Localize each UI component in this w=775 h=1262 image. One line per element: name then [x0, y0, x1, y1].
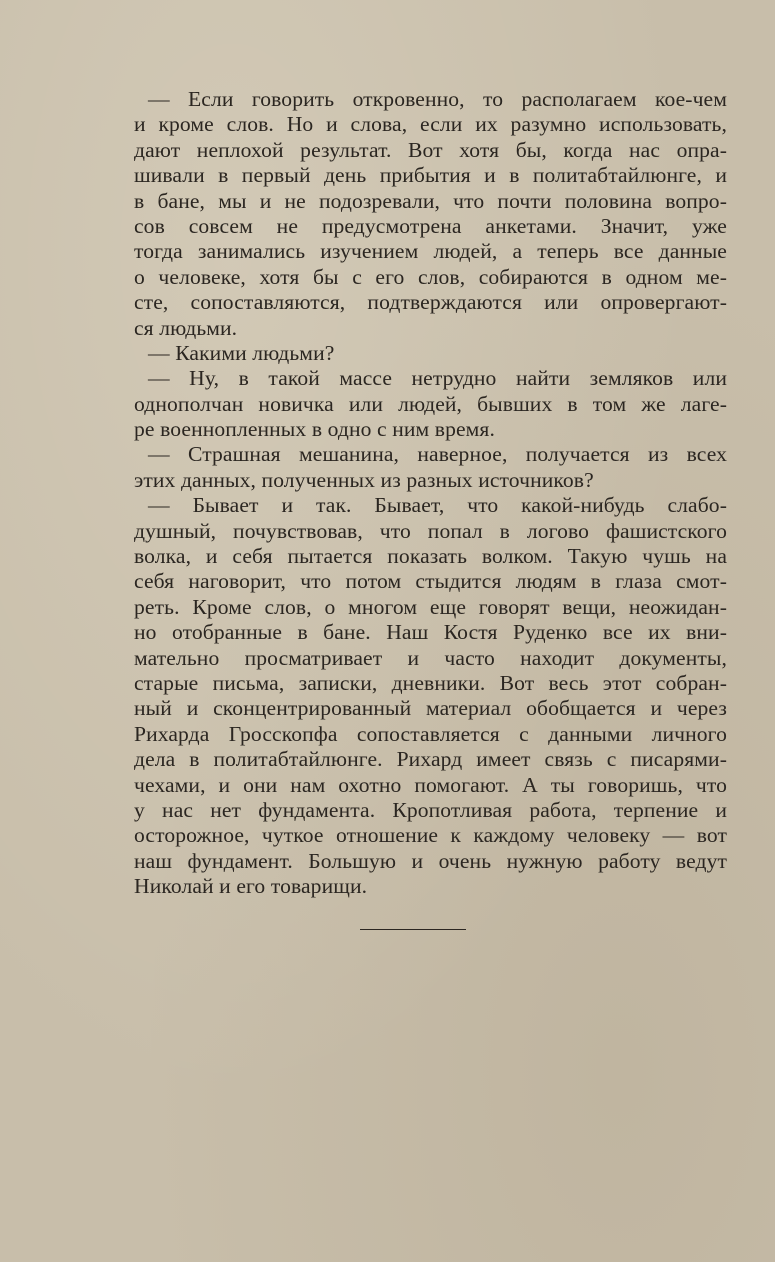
text-line: — Если говорить откровенно, то располагаем кое-чем — [148, 87, 727, 111]
paragraph — [134, 366, 727, 442]
text-line: чехами, и они нам охотно помогают. А ты говоришь, что — [134, 772, 727, 797]
text-line: осторожное, чуткое отношение к каждому человеку — вот — [134, 823, 727, 848]
text-line: шивали в первый день прибытия и в политабтайлюнге, и — [134, 163, 727, 188]
text-line: наш фундамент. Большую и очень нужную работу ведут — [134, 848, 727, 873]
text-line: душный, почувствовав, что попал в логово фашистского — [134, 518, 727, 543]
text-line: Николай и его товарищи. — [134, 874, 368, 899]
text-line: тогда занимались изучением людей, а теперь все данные — [134, 239, 727, 264]
text-line: и кроме слов. Но и слова, если их разумно использовать, — [134, 112, 727, 137]
paragraph — [134, 442, 727, 493]
body-text — [134, 87, 727, 900]
text-line: но отобранные в бане. Наш Костя Руденко все их вни- — [134, 620, 727, 645]
text-line: себя наговорит, что потом стыдится людям в глаза смот- — [134, 569, 727, 594]
text-line: реть. Кроме слов, о многом еще говорят вещи, неожидан- — [134, 594, 727, 619]
text-line: дают неплохой результат. Вот хотя бы, когда нас опра- — [134, 137, 727, 162]
text-line: — Страшная мешанина, наверное, получается из всех — [148, 442, 727, 467]
text-line: дела в политабтайлюнге. Рихард имеет связь с писарями- — [134, 747, 727, 772]
text-line: — Какими людьми? — [148, 340, 335, 365]
text-line: о человеке, хотя бы с его слов, собираются в одном ме- — [134, 264, 727, 289]
text-line: старые письма, записки, дневники. Вот весь этот собран- — [134, 670, 727, 695]
paragraph — [134, 341, 727, 366]
text-line: волка, и себя пытается показать волком. Такую чушь на — [134, 544, 727, 569]
text-line: сте, сопоставляются, подтверждаются или опровергают- — [134, 290, 727, 315]
paragraph — [134, 87, 727, 341]
text-line: Рихарда Гросскопфа сопоставляется с данными личного — [134, 721, 727, 746]
text-line: ре военнопленных в одно с ним время. — [134, 417, 495, 442]
text-line: мательно просматривает и часто находит документы, — [134, 645, 727, 670]
text-line: у нас нет фундамента. Кропотливая работа, терпение и — [134, 797, 727, 822]
text-line: — Бывает и так. Бывает, что какой-нибудь слабо- — [148, 493, 727, 518]
text-line: ся людьми. — [134, 315, 238, 340]
text-line: однополчан новичка или людей, бывших в том же лаге- — [134, 391, 727, 416]
text-line: сов совсем не предусмотрена анкетами. Значит, уже — [134, 213, 727, 238]
text-line: этих данных, полученных из разных источников? — [134, 467, 594, 492]
section-divider — [360, 929, 466, 930]
text-line: в бане, мы и не подозревали, что почти половина вопро- — [134, 188, 727, 213]
text-line: — Ну, в такой массе нетрудно найти земляков или — [148, 366, 727, 391]
paragraph — [134, 493, 727, 899]
text-line: ный и сконцентрированный материал обобщается и через — [134, 696, 727, 721]
